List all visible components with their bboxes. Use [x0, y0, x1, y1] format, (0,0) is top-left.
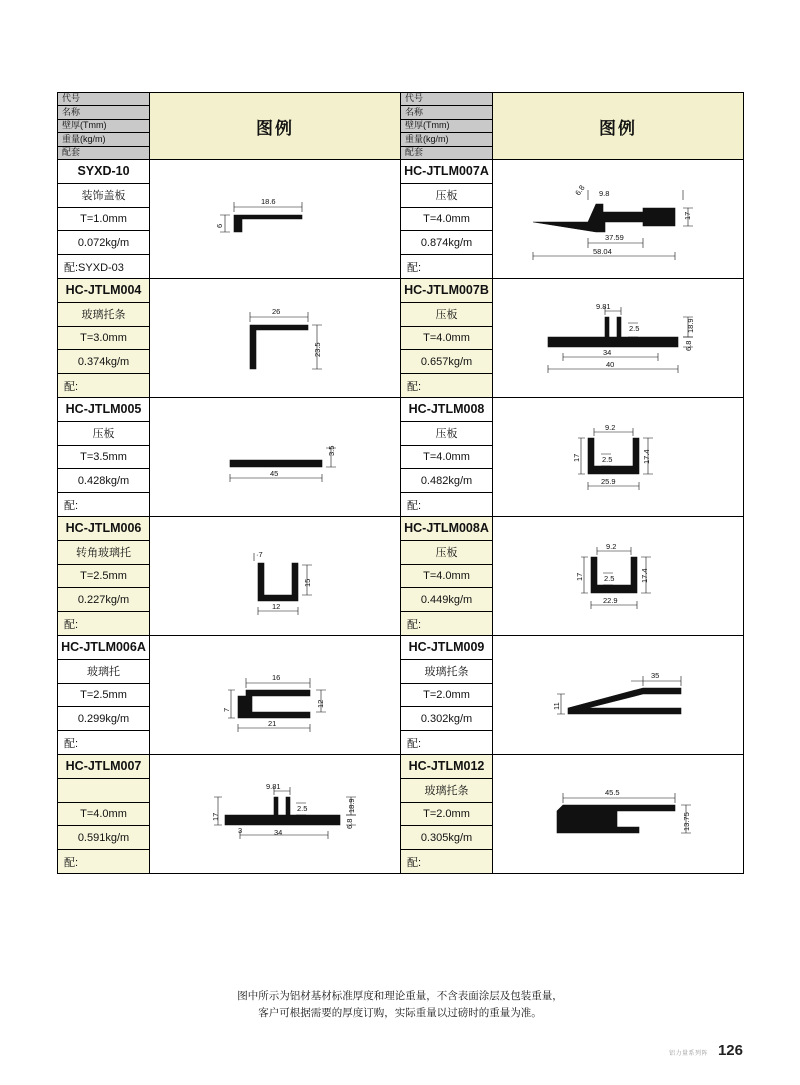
profile-name [58, 779, 149, 803]
profile-match: 配: [401, 731, 492, 754]
spec-cell [401, 398, 493, 517]
svg-text:16: 16 [272, 673, 281, 682]
svg-text:2.5: 2.5 [604, 574, 615, 583]
svg-text:3: 3 [238, 826, 243, 835]
header-label-thickness: 壁厚(Tmm) [58, 120, 149, 133]
header-label-code: 代号 [58, 93, 149, 106]
svg-text:6.8: 6.8 [345, 818, 354, 829]
svg-text:13.75: 13.75 [682, 812, 691, 831]
profile-code: HC-JTLM007A [401, 160, 492, 184]
figure-cell [493, 279, 744, 398]
svg-text:2.5: 2.5 [297, 804, 308, 813]
profile-thickness: T=4.0mm [58, 803, 149, 827]
table-row [58, 279, 744, 398]
profile-weight: 0.302kg/m [401, 707, 492, 731]
svg-text:9.81: 9.81 [266, 782, 281, 791]
table-header-row [58, 93, 744, 160]
profile-code: SYXD-10 [58, 160, 149, 184]
profile-name: 玻璃托 [58, 660, 149, 684]
header-label-weight-2: 重量(kg/m) [401, 133, 492, 146]
profile-thickness: T=3.5mm [58, 446, 149, 470]
svg-text:17.4: 17.4 [642, 449, 651, 464]
figure-cell [150, 636, 401, 755]
spec-cell [58, 636, 150, 755]
svg-text:45: 45 [270, 469, 279, 478]
spec-cell [401, 279, 493, 398]
svg-text:45.5: 45.5 [605, 788, 620, 797]
footer-note-line1: 图中所示为铝材基材标准厚度和理论重量，不含表面涂层及包装重量， [237, 990, 563, 1002]
profile-code: HC-JTLM005 [58, 398, 149, 422]
profile-match: 配: [401, 374, 492, 397]
profile-name: 玻璃托条 [401, 779, 492, 803]
profile-name: 玻璃托条 [401, 660, 492, 684]
profile-match: 配: [58, 731, 149, 754]
table-row [58, 636, 744, 755]
svg-text:2.5: 2.5 [629, 324, 640, 333]
svg-text:40: 40 [606, 360, 615, 369]
svg-text:9.2: 9.2 [605, 423, 616, 432]
svg-text:37.59: 37.59 [605, 233, 624, 242]
spec-cell [58, 279, 150, 398]
profile-drawing [150, 517, 400, 635]
profile-thickness: T=2.5mm [58, 565, 149, 589]
profile-thickness: T=4.0mm [401, 446, 492, 470]
figure-cell [493, 160, 744, 279]
header-label-weight: 重量(kg/m) [58, 133, 149, 146]
header-label-name-2: 名称 [401, 106, 492, 119]
svg-text:17.4: 17.4 [640, 568, 649, 583]
table-row [58, 517, 744, 636]
profile-match: 配: [58, 850, 149, 873]
profile-code: HC-JTLM006A [58, 636, 149, 660]
header-label-match-2: 配套 [405, 147, 424, 158]
profile-weight: 0.227kg/m [58, 588, 149, 612]
profile-weight: 0.374kg/m [58, 350, 149, 374]
profile-weight: 0.428kg/m [58, 469, 149, 493]
spec-cell [401, 160, 493, 279]
profile-match: 配: [58, 374, 149, 397]
spec-cell [58, 160, 150, 279]
profile-weight: 0.591kg/m [58, 826, 149, 850]
svg-text:12: 12 [316, 699, 325, 708]
profile-thickness: T=3.0mm [58, 327, 149, 351]
profile-match: 配: [58, 612, 149, 635]
profile-name: 压板 [401, 541, 492, 565]
profile-thickness: T=2.0mm [401, 803, 492, 827]
svg-text:15: 15 [303, 578, 312, 587]
profile-weight: 0.482kg/m [401, 469, 492, 493]
svg-text:17: 17 [683, 211, 692, 220]
profile-drawing [150, 160, 400, 278]
profile-match: 配:SYXD-03 [58, 255, 149, 278]
svg-text:17: 17 [572, 453, 581, 462]
spec-cell [401, 517, 493, 636]
profile-thickness: T=4.0mm [401, 208, 492, 232]
svg-text:22.9: 22.9 [603, 596, 618, 605]
figure-cell [493, 636, 744, 755]
profile-name: 压板 [401, 303, 492, 327]
profile-drawing [493, 279, 743, 397]
svg-text:26: 26 [272, 307, 281, 316]
svg-text:12: 12 [272, 602, 281, 611]
header-label-thickness-2: 壁厚(Tmm) [401, 120, 492, 133]
header-label-code-2: 代号 [401, 93, 492, 106]
page-number: 126 [717, 1042, 743, 1059]
header-figure-left: 图例 [150, 93, 401, 160]
footer-note [0, 988, 800, 1022]
svg-text:17: 17 [211, 812, 220, 821]
header-labels-left [58, 93, 150, 160]
profile-match: 配: [401, 850, 492, 873]
svg-text:11: 11 [552, 702, 561, 710]
profile-name: 玻璃托条 [58, 303, 149, 327]
profile-catalog-table [57, 92, 744, 874]
profile-code: HC-JTLM006 [58, 517, 149, 541]
profile-drawing [150, 755, 400, 873]
profile-name: 压板 [401, 422, 492, 446]
profile-weight: 0.874kg/m [401, 231, 492, 255]
svg-text:18.9: 18.9 [347, 798, 356, 813]
svg-text:7: 7 [222, 707, 231, 712]
profile-weight: 0.299kg/m [58, 707, 149, 731]
figure-cell [150, 160, 401, 279]
svg-text:3.5: 3.5 [327, 445, 336, 456]
footer-note-line2: 客户可根据需要的厚度订购，实际重量以过磅时的重量为准。 [258, 1007, 542, 1019]
profile-drawing [150, 279, 400, 397]
profile-name: 压板 [401, 184, 492, 208]
profile-drawing [493, 398, 743, 516]
profile-thickness: T=2.0mm [401, 684, 492, 708]
svg-text:9.81: 9.81 [596, 302, 611, 311]
figure-cell [150, 398, 401, 517]
header-figure-right: 图例 [493, 93, 744, 160]
svg-text:2.5: 2.5 [602, 455, 613, 464]
profile-weight: 0.072kg/m [58, 231, 149, 255]
profile-drawing [493, 636, 743, 754]
profile-match: 配: [58, 493, 149, 516]
profile-drawing [150, 398, 400, 516]
profile-match: 配: [401, 493, 492, 516]
header-label-match: 配套 [62, 147, 81, 158]
figure-cell [150, 279, 401, 398]
profile-name: 转角玻璃托 [58, 541, 149, 565]
profile-name: 压板 [58, 422, 149, 446]
svg-text:18.6: 18.6 [261, 197, 276, 206]
profile-weight: 0.305kg/m [401, 826, 492, 850]
spec-cell [401, 636, 493, 755]
profile-code: HC-JTLM007 [58, 755, 149, 779]
profile-thickness: T=1.0mm [58, 208, 149, 232]
profile-code: HC-JTLM008 [401, 398, 492, 422]
table-row [58, 755, 744, 874]
svg-text:23.5: 23.5 [313, 342, 322, 357]
profile-code: HC-JTLM007B [401, 279, 492, 303]
brand-mark: 铝力量系列阵 [668, 1051, 708, 1057]
svg-text:34: 34 [603, 348, 612, 357]
profile-code: HC-JTLM008A [401, 517, 492, 541]
figure-cell [150, 755, 401, 874]
profile-thickness: T=4.0mm [401, 565, 492, 589]
profile-code: HC-JTLM004 [58, 279, 149, 303]
svg-text:17: 17 [575, 572, 584, 581]
svg-text:25.9: 25.9 [601, 477, 616, 486]
profile-weight: 0.657kg/m [401, 350, 492, 374]
profile-drawing [150, 636, 400, 754]
header-labels-right [401, 93, 493, 160]
figure-cell [493, 517, 744, 636]
figure-cell [493, 398, 744, 517]
svg-text:6.8: 6.8 [684, 340, 693, 351]
profile-match: 配: [401, 612, 492, 635]
svg-text:58.04: 58.04 [593, 247, 612, 256]
profile-drawing [493, 517, 743, 635]
svg-text:·7: ·7 [256, 550, 263, 559]
profile-weight: 0.449kg/m [401, 588, 492, 612]
profile-code: HC-JTLM009 [401, 636, 492, 660]
svg-text:6: 6 [215, 223, 224, 228]
profile-code: HC-JTLM012 [401, 755, 492, 779]
figure-cell [493, 755, 744, 874]
table-row [58, 160, 744, 279]
spec-cell [401, 755, 493, 874]
profile-drawing [493, 755, 743, 873]
svg-text:35: 35 [651, 671, 660, 680]
svg-text:9.8: 9.8 [599, 189, 610, 198]
profile-drawing [493, 160, 743, 278]
svg-text:18.9: 18.9 [686, 318, 695, 333]
profile-name: 装饰盖板 [58, 184, 149, 208]
table-row [58, 398, 744, 517]
svg-text:34: 34 [274, 828, 283, 837]
svg-text:21: 21 [268, 719, 277, 728]
figure-cell [150, 517, 401, 636]
spec-cell [58, 755, 150, 874]
svg-text:9.2: 9.2 [606, 542, 617, 551]
profile-match: 配: [401, 255, 492, 278]
spec-cell [58, 398, 150, 517]
profile-thickness: T=2.5mm [58, 684, 149, 708]
profile-thickness: T=4.0mm [401, 327, 492, 351]
spec-cell [58, 517, 150, 636]
header-label-name: 名称 [58, 106, 149, 119]
svg-text:6.8: 6.8 [573, 183, 587, 198]
